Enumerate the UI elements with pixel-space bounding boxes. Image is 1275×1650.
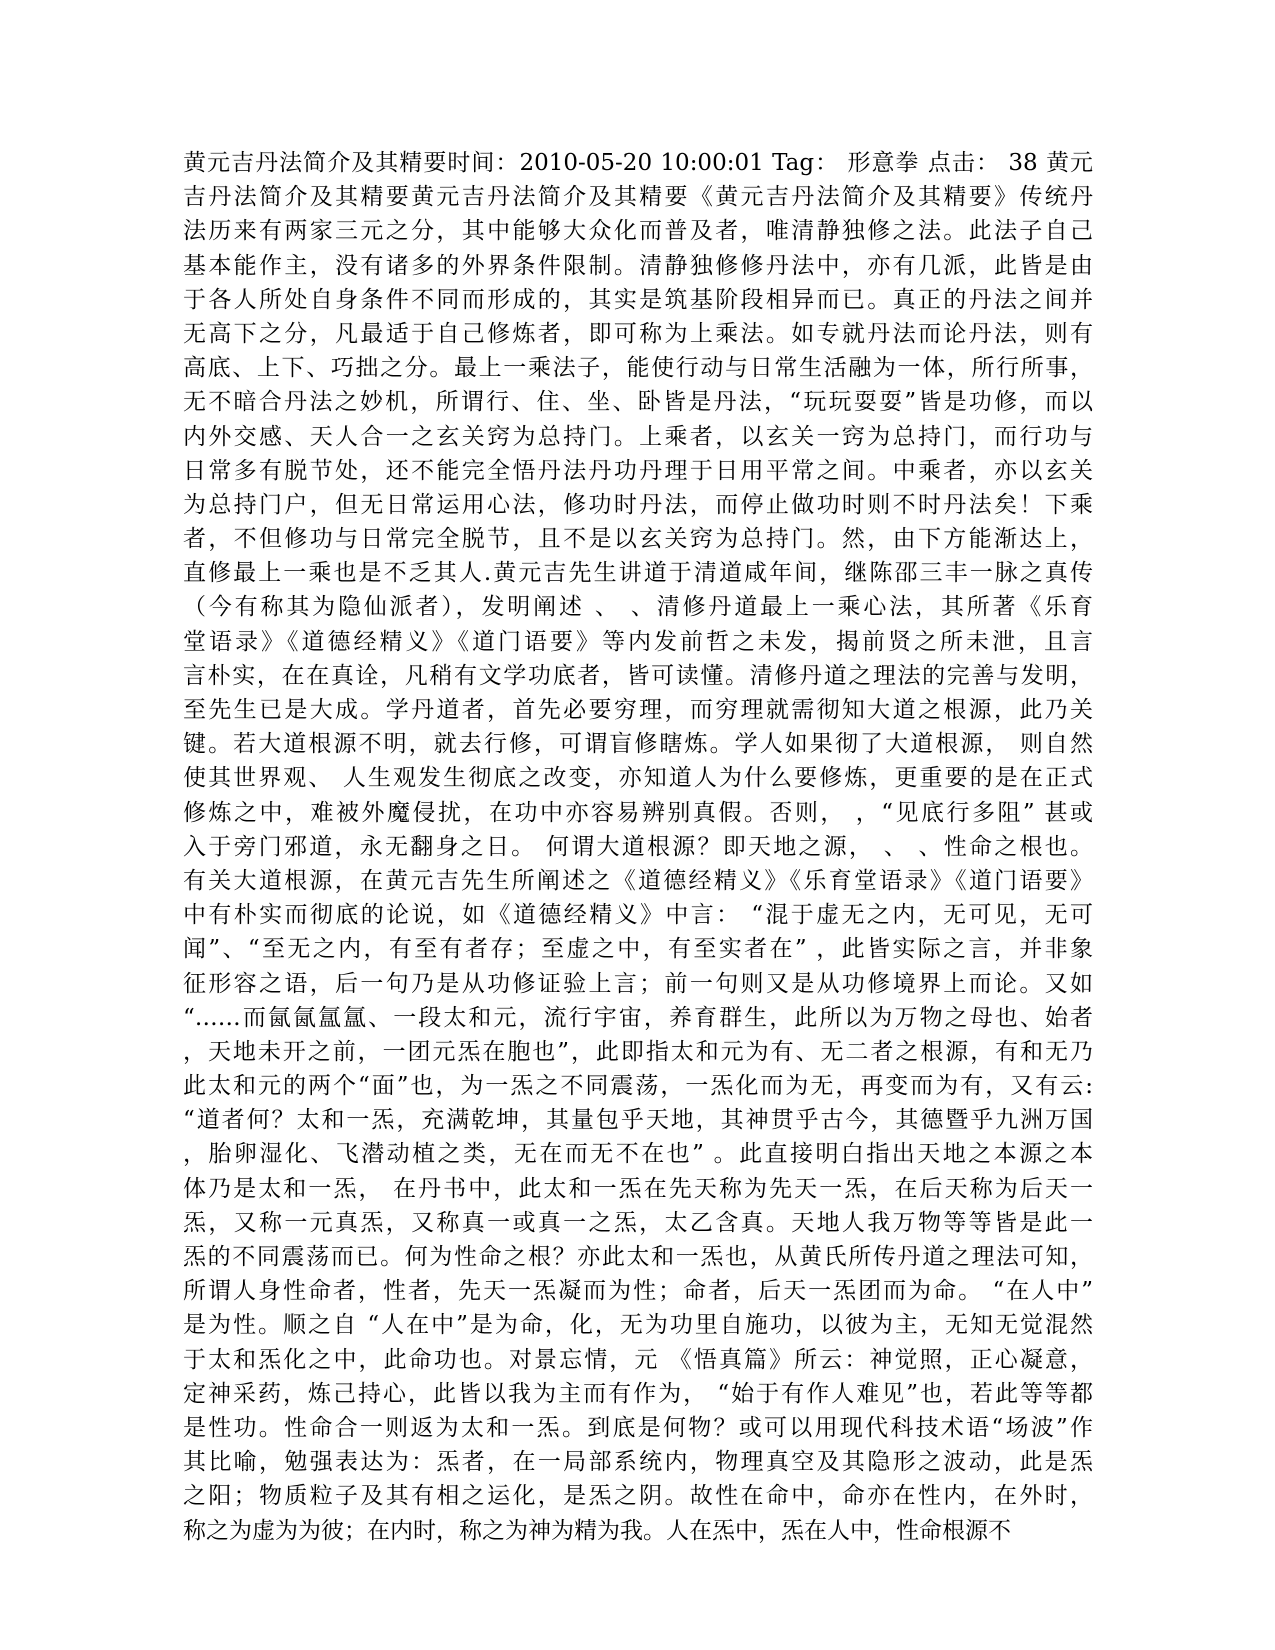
text-line: 于各人所处自身条件不同而形成的，其实是筑基阶段相异而已。真正的丹法之间并 [183,286,1093,313]
text-line: 中有朴实而彻底的论说，如《道德经精义》中言： “混于虚无之内，无可见，无可 [183,902,1093,929]
text-line: ，胎卵湿化、飞潜动植之类，无在而无不在也” 。此直接明白指出天地之本源之本 [183,1141,1093,1168]
text-line: 所谓人身性命者，性者，先天一炁凝而为性；命者，后天一炁团而为命。 “在人中” [183,1278,1093,1305]
text-line: 基本能作主，没有诸多的外界条件限制。清静独修修丹法中，亦有几派，此皆是由 [183,252,1093,279]
text-line: 者，不但修功与日常完全脱节，且不是以玄关窍为总持门。然，由下方能渐达上， [183,526,1093,553]
text-line: “道者何？太和一炁，充满乾坤，其量包乎天地，其神贯乎古今，其德暨乎九洲万国 [183,1107,1093,1134]
text-line: 为总持门户，但无日常运用心法，修功时丹法，而停止做功时则不时丹法矣！下乘 [183,491,1093,518]
text-line: 是为性。顺之自 “人在中”是为命，化，无为功里自施功，以彼为主，无知无觉混然 [183,1312,1093,1339]
text-line: 日常多有脱节处，还不能完全悟丹法丹功丹理于日用平常之间。中乘者，亦以玄关 [183,457,1093,484]
text-line: 是性功。性命合一则返为太和一炁。到底是何物？或可以用现代科技术语“场波”作 [183,1414,1093,1441]
text-line: 修炼之中，难被外魔侵扰，在功中亦容易辨别真假。否则， ，“见底行多阻” 甚或 [183,799,1093,826]
text-line: 有关大道根源，在黄元吉先生所阐述之《道德经精义》《乐育堂语录》《道门语要》 [183,867,1093,894]
text-line: 征形容之语，后一句乃是从功修证验上言；前一句则又是从功修境界上而论。又如 [183,970,1093,997]
text-line: 闻”、“至无之内，有至有者存；至虚之中，有至实者在” ，此皆实际之言，并非象 [183,936,1093,963]
text-line: 之阳；物质粒子及其有相之运化，是炁之阴。故性在命中，命亦在性内，在外时， [183,1483,1093,1510]
text-line: ，天地未开之前，一团元炁在胞也”，此即指太和元为有、无二者之根源，有和无乃 [183,1038,1093,1065]
text-line: 内外交感、天人合一之玄关窍为总持门。上乘者，以玄关一窍为总持门，而行功与 [183,423,1093,450]
text-line: “……而氤氤氲氲、一段太和元，流行宇宙，养育群生，此所以为万物之母也、始者 [183,1004,1093,1031]
text-line: （今有称其为隐仙派者），发明阐述 、 、清修丹道最上一乘心法，其所著《乐育 [183,594,1093,621]
text-line: 入于旁门邪道，永无翻身之日。 何谓大道根源？即天地之源， 、 、性命之根也。 [183,833,1093,860]
text-line: 定神采药，炼己持心，此皆以我为主而有作为， “始于有作人难见”也，若此等等都 [183,1380,1093,1407]
text-line: 无不暗合丹法之妙机，所谓行、住、坐、卧皆是丹法，“玩玩耍耍”皆是功修，而以 [183,389,1093,416]
text-line: 于太和炁化之中，此命功也。对景忘情，元 《悟真篇》所云：神觉照，正心凝意， [183,1346,1093,1373]
text-line: 至先生已是大成。学丹道者，首先必要穷理，而穷理就需彻知大道之根源，此乃关 [183,697,1093,723]
text-line: 直修最上一乘也是不乏其人.黄元吉先生讲道于清道咸年间，继陈邵三丰一脉之真传 [183,560,1093,587]
text-line: 炁，又称一元真炁，又称真一或真一之炁，太乙含真。天地人我万物等等皆是此一 [183,1209,1093,1236]
text-line: 炁的不同震荡而已。何为性命之根？亦此太和一炁也，从黄氏所传丹道之理法可知， [183,1244,1093,1270]
text-line: 键。若大道根源不明，就去行修，可谓盲修瞎炼。学人如果彻了大道根源， 则自然 [183,731,1093,758]
text-line: 吉丹法简介及其精要黄元吉丹法简介及其精要《黄元吉丹法简介及其精要》传统丹 [183,184,1093,211]
text-line: 称之为虚为为彼；在内时，称之为神为精为我。人在炁中，炁在人中，性命根源不 [183,1517,1011,1544]
text-line: 黄元吉丹法简介及其精要时间：2010-05-20 10:00:01 Tag： 形意拳 点击： 38 黄元 [183,150,1093,176]
text-line: 体乃是太和一炁， 在丹书中，此太和一炁在先天称为先天一炁，在后天称为后天一 [183,1175,1093,1202]
text-line: 高底、上下、巧拙之分。最上一乘法子，能使行动与日常生活融为一体，所行所事， [183,355,1093,382]
text-line: 法历来有两家三元之分，其中能够大众化而普及者，唯清静独修之法。此法子自己 [183,218,1093,245]
text-line: 此太和元的两个“面”也，为一炁之不同震荡，一炁化而为无，再变而为有，又有云: [183,1073,1093,1100]
body-text [183,146,1093,1548]
text-line: 堂语录》《道德经精义》《道门语要》等内发前哲之未发，揭前贤之所未泄，且言 [183,628,1093,655]
text-line: 使其世界观、 人生观发生彻底之改变，亦知道人为什么要修炼，更重要的是在正式 [183,765,1093,792]
text-line: 言朴实，在在真诠，凡稍有文学功底者，皆可读懂。清修丹道之理法的完善与发明， [183,662,1093,689]
text-line: 其比喻，勉强表达为：炁者，在一局部系统内，物理真空及其隐形之波动，此是炁 [183,1449,1093,1476]
text-line: 无高下之分，凡最适于自己修炼者，即可称为上乘法。如专就丹法而论丹法，则有 [183,320,1093,347]
